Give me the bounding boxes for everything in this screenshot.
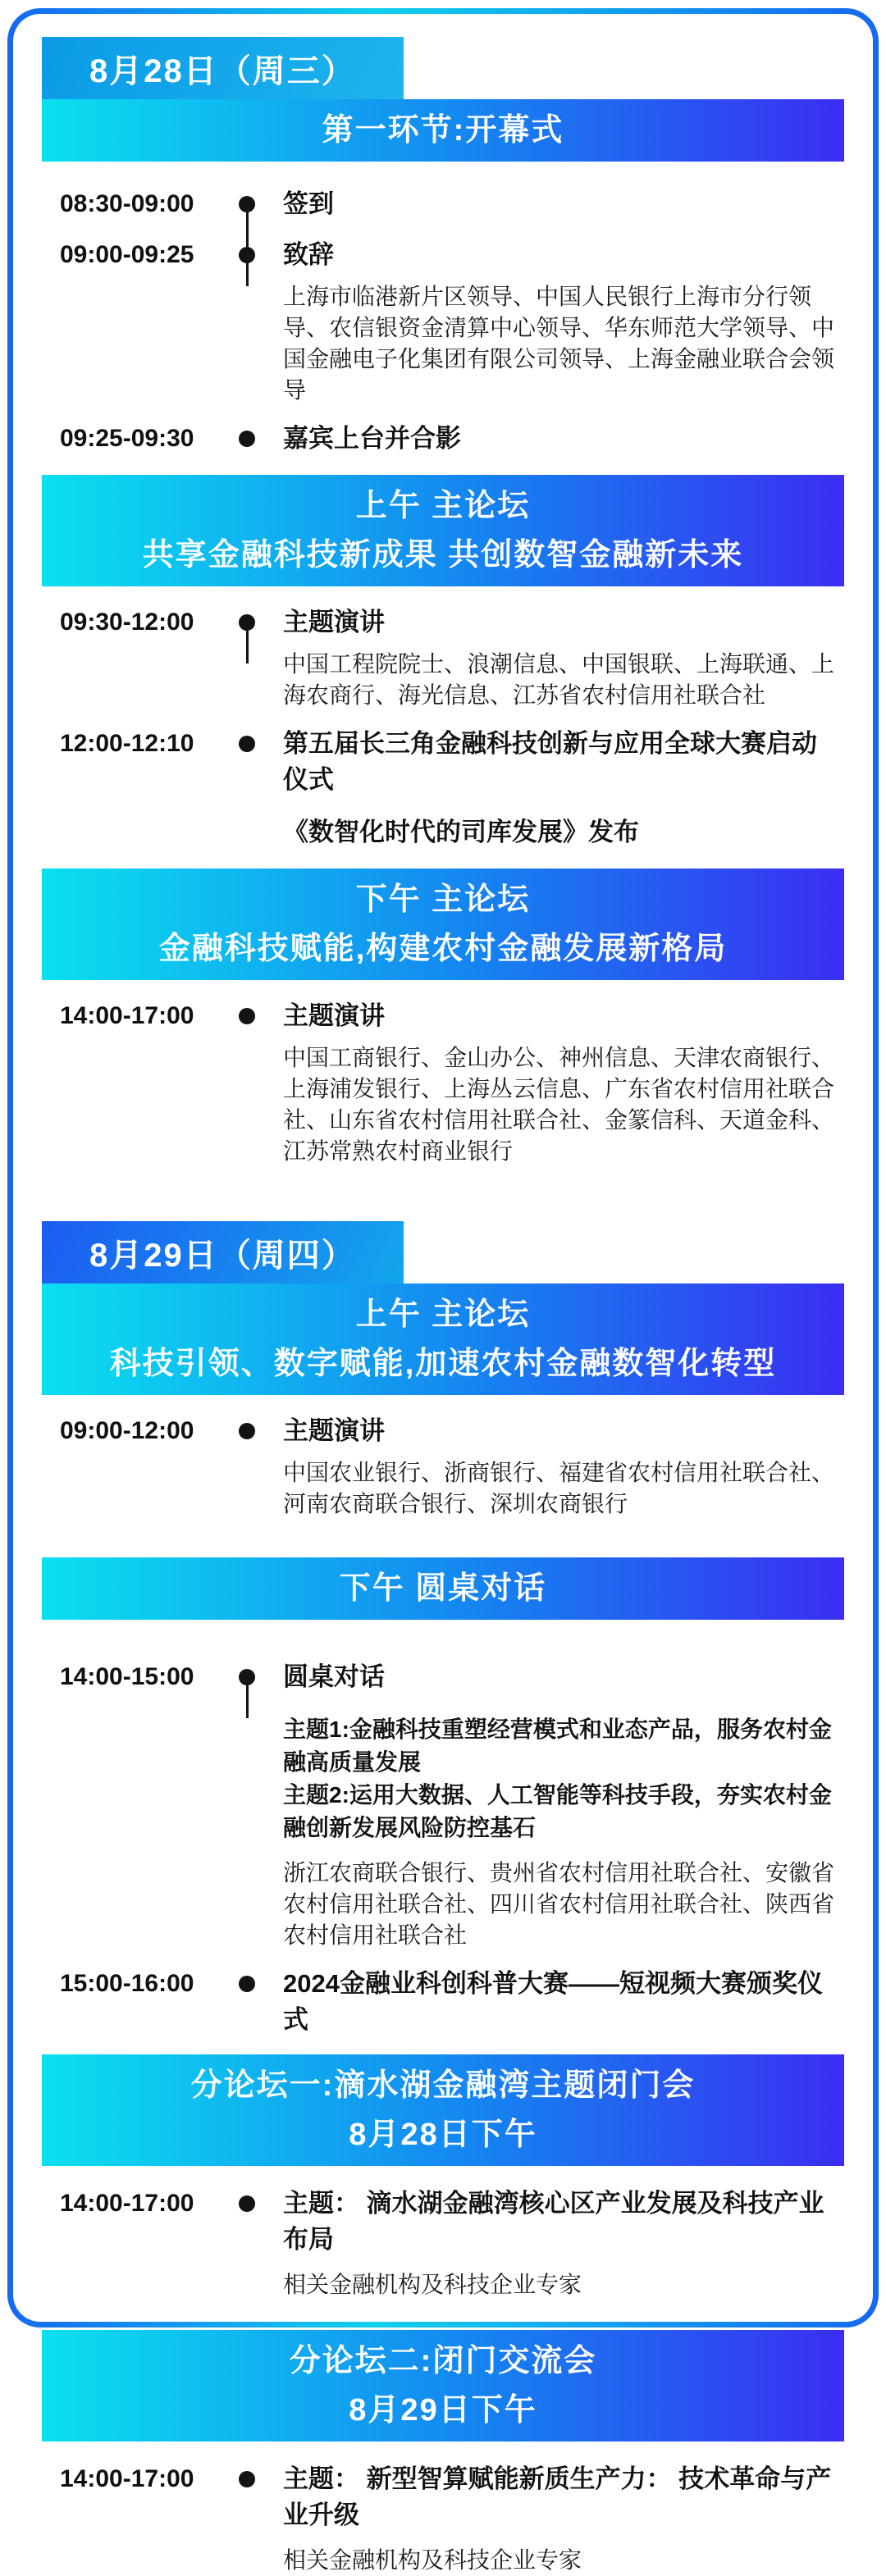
timeline-dot-column [224,726,270,850]
session-title: 2024金融业科创科普大赛——短视频大赛颁奖仪式 [283,1969,823,2034]
session-row [60,1659,844,1951]
section-banner-line: 上午 主论坛 [355,489,531,523]
timeline-dot [239,2195,255,2212]
session-row [60,2186,844,2300]
session-timeline [42,2186,844,2300]
session-row [60,237,844,406]
timeline-dot [239,1669,255,1685]
session-content [270,998,844,1167]
time-range: 14:00-17:00 [60,2190,194,2217]
session-row [60,186,844,222]
section-banner-line: 第一环节:开幕式 [322,113,564,148]
session-participants: 相关金融机构及科技企业专家 [283,2272,582,2297]
timeline-dot-column [224,998,270,1167]
session-title: 主题演讲 [283,1001,385,1030]
section-banner-line: 8月29日下午 [349,2393,537,2428]
time-range: 15:00-16:00 [60,1970,194,1997]
session-timeline [42,998,844,1167]
session-speakers: 中国工商银行、金山办公、神州信息、天津农商银行、上海浦发银行、上海丛云信息、广东省农村信用社联合社、山东省农村信用社联合社、金篆信科、天道金科、江苏常熟农村商业银行 [283,1045,835,1164]
timeline-dot [239,2471,255,2487]
session-speakers: 上海市临港新片区领导、中国人民银行上海市分行领导、农信银资金清算中心领导、华东师范大学领导、中国金融电子化集团有限公司领导、上海金融业联合会领导 [283,284,835,403]
timeline-connector [246,204,249,286]
session-topic: 主题1:金融科技重塑经营模式和业态产品，服务农村金融高质量发展 [283,1717,832,1775]
session-content [270,1966,844,2038]
session-topic: 主题2:运用大数据、人工智能等科技手段，夯实农村金融创新发展风险防控基石 [283,1782,832,1840]
session-row [60,1413,844,1520]
timeline-dot-column [224,1413,270,1520]
section-banner-line: 分论坛二:闭门交流会 [289,2344,597,2378]
session-content [270,1413,844,1520]
section-banner [42,2330,844,2442]
time-range: 09:00-09:25 [60,241,194,268]
session-row [60,2461,844,2576]
session-title: 主题： 滴水湖金融湾核心区产业发展及科技产业布局 [283,2189,824,2254]
timeline-dot-column [224,1966,270,2038]
timeline-dot [239,431,255,447]
session-row [60,1966,844,2038]
time-range: 12:00-12:10 [60,730,194,757]
session-title: 主题： 新型智算赋能新质生产力： 技术革命与产业升级 [283,2464,832,2529]
session-title: 签到 [283,189,334,218]
session-title: 圆桌对话 [283,1662,385,1691]
session-content [270,1659,844,1951]
section-banner-line: 8月28日下午 [349,2118,537,2152]
session-content [270,237,844,406]
session-title: 主题演讲 [283,608,385,636]
section-banner [42,2054,844,2166]
section-banner-line: 金融科技赋能,构建农村金融发展新格局 [158,932,728,966]
session-content [270,726,844,850]
time-range: 14:00-15:00 [60,1663,194,1690]
timeline-dot [239,1008,255,1024]
session-title: 主题演讲 [283,1416,385,1445]
session-timeline [42,1659,844,2038]
timeline-dot-column [224,421,270,457]
session-speakers: 中国工程院院士、浪潮信息、中国银联、上海联通、上海农商行、海光信息、江苏省农村信用社联合社 [283,651,835,708]
date-header-label: 8月28日（周三） [89,52,356,89]
session-timeline [42,186,844,457]
session-speakers: 中国农业银行、浙商银行、福建省农村信用社联合社、河南农商联合银行、深圳农商银行 [283,1460,835,1516]
timeline-dot-column [224,2186,270,2300]
session-participants: 相关金融机构及科技企业专家 [283,2547,582,2573]
section-banner-line: 下午 主论坛 [355,882,531,917]
timeline-dot [239,196,255,212]
section-banner [42,1557,844,1620]
session-timeline [42,604,844,850]
time-range: 08:30-09:00 [60,190,194,217]
timeline-dot [239,736,255,752]
time-range: 09:00-12:00 [60,1417,194,1444]
timeline-dot [239,247,255,263]
date-header-day1 [42,37,404,99]
timeline-dot [239,614,255,631]
section-banner-line: 共享金融科技新成果 共创数智金融新未来 [142,538,744,572]
session-content [270,186,844,222]
timeline-dot [239,1976,255,1992]
session-content [270,421,844,457]
time-range: 09:30-12:00 [60,609,194,636]
session-timeline [42,1413,844,1520]
time-range: 14:00-17:00 [60,1002,194,1029]
section-banner [42,475,844,586]
session-content [270,2186,844,2300]
time-range: 14:00-17:00 [60,2465,194,2492]
section-banner [42,99,844,162]
section-banner [42,1283,844,1395]
section-banner-line: 分论坛一:滴水湖金融湾主题闭门会 [190,2068,696,2103]
date-header-label: 8月29日（周四） [89,1237,356,1274]
session-row [60,421,844,457]
session-timeline [42,2461,844,2576]
timeline-dot [239,1423,255,1439]
session-speakers: 浙江农商联合银行、贵州省农村信用社联合社、安徽省农村信用社联合社、四川省农村信用社联合社、陕西省农村信用社联合社 [283,1860,835,1948]
section-banner-line: 科技引领、数字赋能,加速农村金融数智化转型 [109,1347,777,1381]
session-topics [283,1713,839,1844]
session-content [270,2461,844,2576]
agenda-card [7,8,879,2573]
session-title-secondary: 《数智化时代的司库发展》发布 [283,818,639,846]
section-banner-line: 上午 主论坛 [355,1297,531,1332]
session-row [60,998,844,1167]
session-title: 第五届长三角金融科技创新与应用全球大赛启动仪式 [283,729,817,794]
timeline-dot-column [224,2461,270,2576]
session-content [270,604,844,711]
time-range: 09:25-09:30 [60,425,194,452]
date-header-day2 [42,1221,404,1283]
section-banner [42,869,844,980]
timeline-dot-column [224,237,270,406]
session-row [60,726,844,850]
session-row [60,604,844,711]
section-banner-line: 下午 圆桌对话 [339,1571,547,1606]
session-title: 致辞 [283,240,334,269]
session-title: 嘉宾上台并合影 [283,424,461,453]
